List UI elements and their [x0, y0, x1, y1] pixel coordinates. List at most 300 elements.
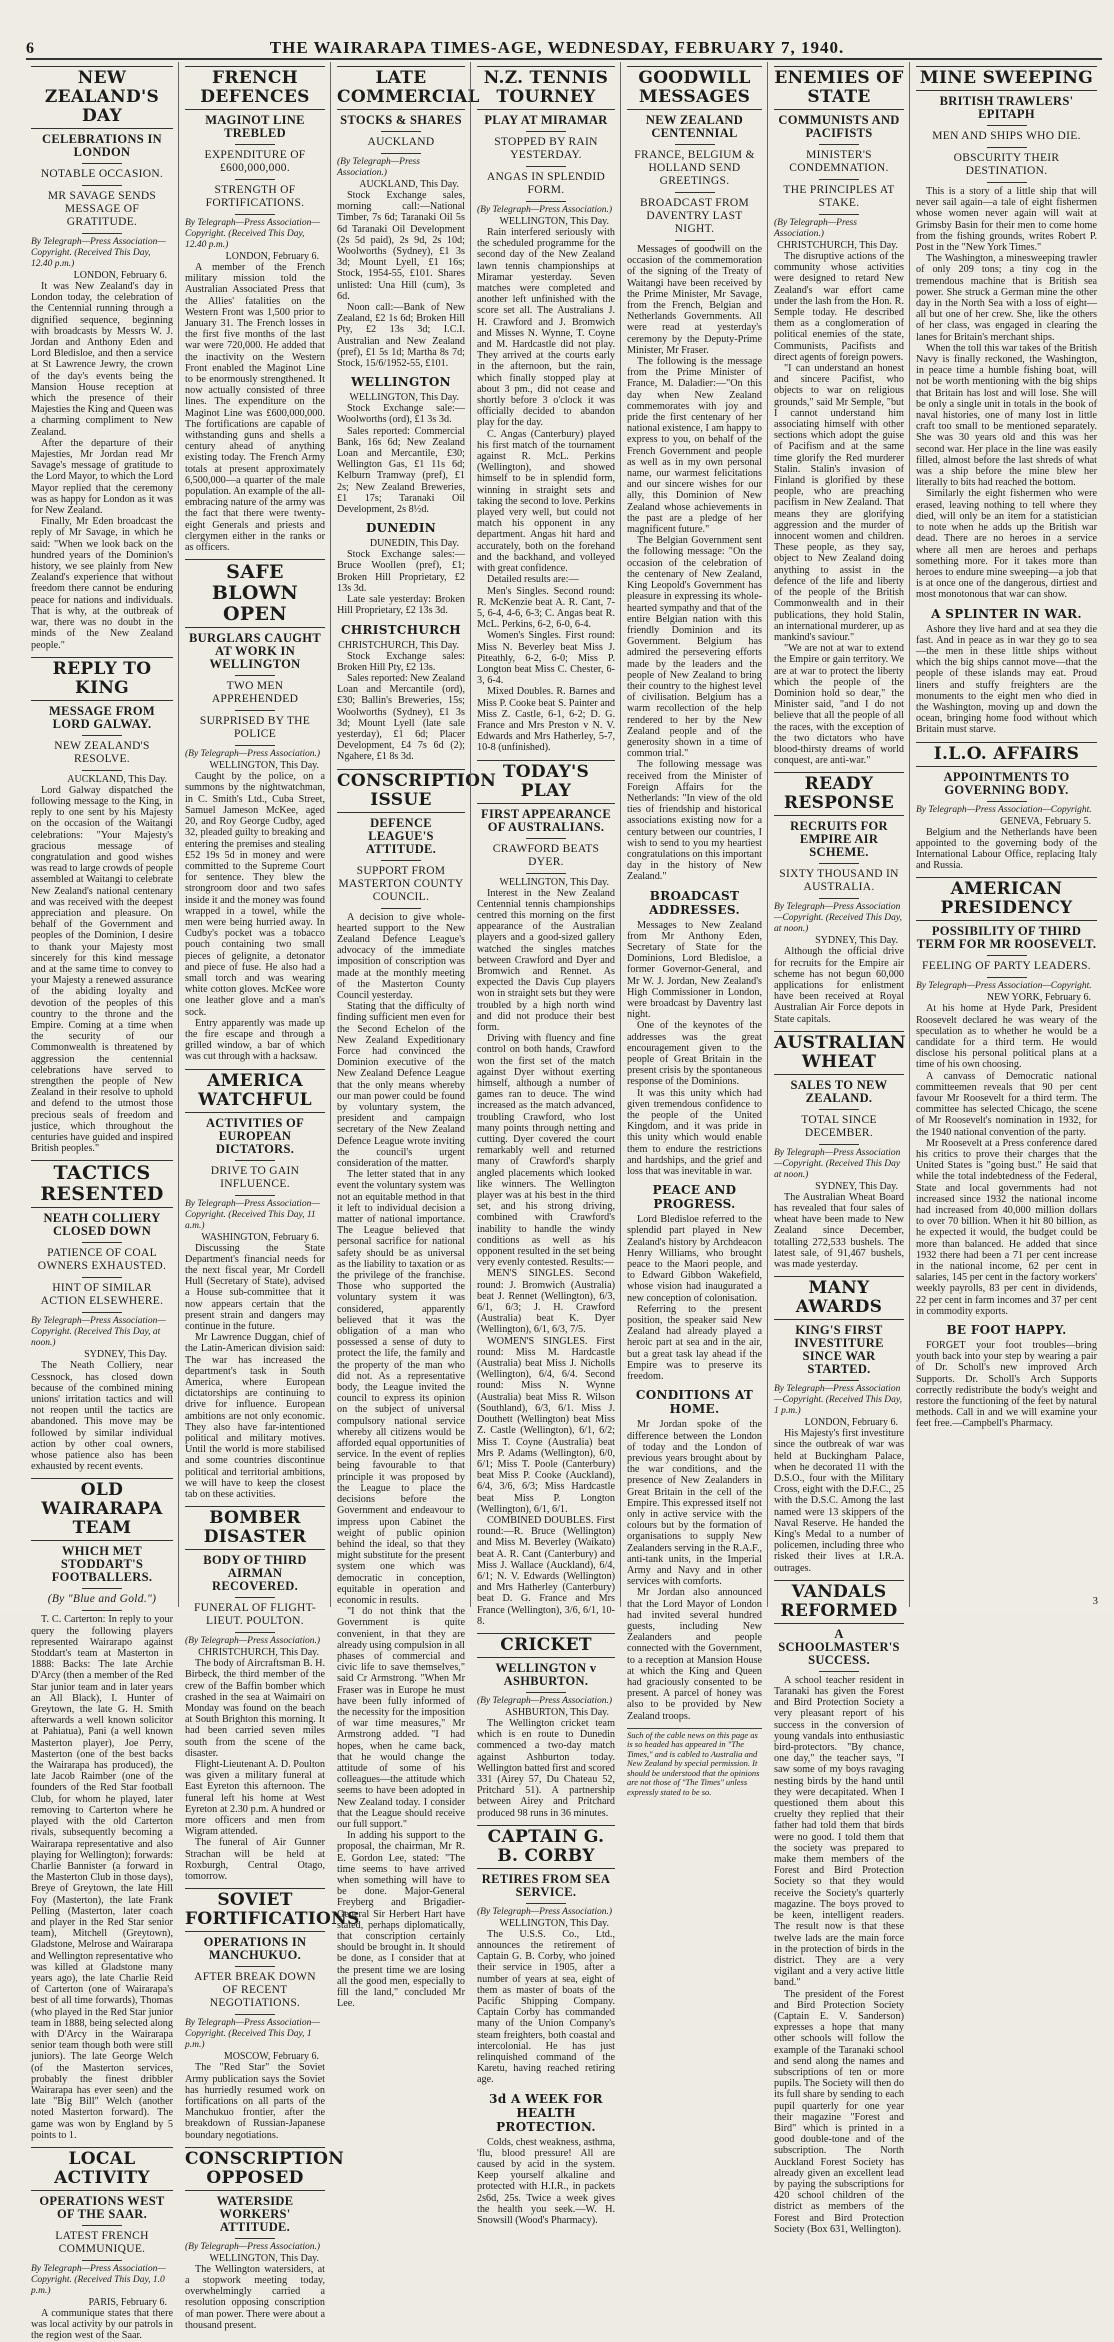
article — [31, 1478, 173, 2141]
separator — [819, 863, 859, 864]
article-body — [31, 281, 173, 651]
separator — [235, 1966, 275, 1967]
dateline: CHRISTCHURCH, This Day. — [338, 639, 459, 651]
article-body — [916, 827, 1097, 872]
subheading: SIXTY THOUSAND IN AUSTRALIA. — [779, 868, 899, 894]
byline: (By Telegraph—Press Association.) — [185, 749, 321, 760]
headline: TODAY'S PLAY — [477, 760, 615, 804]
paragraph: It was New Zealand's day in London today, the celebration of the Centennial running through a dignified sequence, beginning with broadcasts by Messrs W. J. Jordan and Anthony Eden and Lord Bledisloe, and then a service at St Lawrence Jewry, the crown of the day's events being the Mansion House reception at which the presence of their Majesties the King and Queen was a charming compliment to New Zealand. — [31, 281, 173, 438]
separator — [819, 1144, 859, 1145]
paragraph: This is a story of a little ship that will never sail again—a tale of eight fishermen whose women never again will wait at Grimsby Basin for their men to come home from the fishing grounds, writes Robert P. Post in the "New York Times." — [916, 186, 1097, 254]
article — [31, 657, 173, 1155]
dateline: SYDNEY, This Day. — [84, 1349, 167, 1361]
separator — [675, 192, 715, 193]
dateline: WELLINGTON, This Day. — [499, 1917, 609, 1929]
subheading: NOTABLE OCCASION. — [40, 168, 164, 180]
article — [477, 1825, 615, 2086]
subheading: MESSAGE FROM LORD GALWAY. — [48, 703, 156, 731]
article — [477, 760, 615, 1627]
article — [627, 889, 762, 1178]
separator — [819, 214, 859, 215]
subheading: THE PRINCIPLES AT STAKE. — [783, 184, 895, 209]
byline: (By Telegraph—Press Association.) — [774, 218, 857, 239]
subheading: ACTIVITIES OF EUROPEAN DICTATORS. — [205, 1115, 305, 1156]
separator — [819, 144, 859, 145]
article-body — [31, 785, 173, 1155]
article-body — [337, 912, 465, 2010]
separator — [526, 1692, 566, 1693]
paragraph: FORGET your foot troubles—bring youth back into your step by wearing a pair of Dr. Scholl's new improved Arch Supports. Dr. Scholl's Arch Supports correctly redistribute the body's weight and restore the functioning of the feet by natural methods. Call in and we will examine your feet free.—Campbell's Pharmacy. — [916, 1340, 1097, 1430]
article — [185, 1506, 325, 1882]
subheading: PATIENCE OF COAL OWNERS EXHAUSTED. — [37, 1247, 167, 1273]
article — [185, 1888, 360, 2141]
article — [774, 1580, 904, 2235]
article-body — [477, 2137, 615, 2227]
article — [916, 1323, 1097, 1430]
byline: (By Telegraph—Press Association.) — [337, 157, 420, 178]
separator — [235, 1597, 275, 1598]
byline: By Telegraph—Press Association—Copyright. (Received This Day, 1 p.m.) — [774, 1384, 902, 1417]
footer-number: 3 — [1092, 1595, 1098, 1607]
paragraph: Stock Exchange sales: Broken Hill Pty, £2 13s. — [337, 650, 465, 673]
paragraph: The U.S.S. Co., Ltd., announces the retirement of Captain G. B. Corby, who joined their service in 1905, after a number of years at sea, eight of them as master of boats of the Pacific Shipping Company. Captain Corby has commanded many of the Union Company's steam freighters, both coastal and intercolonial. He has just relinquished command of the Karetu, having reached retiring age. — [477, 1928, 615, 2086]
byline: By Telegraph—Press Association—Copyright. (Received This Day at noon.) — [774, 1147, 901, 1180]
byline: By Telegraph—Press Association—Copyright. (Received This Day, 1 p.m.) — [185, 2018, 320, 2051]
paragraph: A school teacher resident in Taranaki has given the Forest and Bird Protection Society a very pleasant report of his success in the conversion of young vandals into enthusiastic bird-protectors. "By chance, one day," the teacher says, "I saw some of my boys ravaging nesting birds by the hand until they were decapitated. When I questioned them about this cruelty they replied that their father had told them that birds were no good. I told them that the society was prepared to make them members of the Forest and Bird Protection Society so that they would receive the Society's quarterly magazine. The boys proved to be keen, intelligent readers. The result now is that these twelve lads are the main force in the protection of birds in the district. They are a very vigilant and a very active little band." — [774, 1674, 904, 1989]
paragraph: The body of Aircraftsman B. H. Birbeck, the third member of the crew of the Baffin bomber which crashed in the sea at Waimairi on Monday was found on the beach at South Brighton this morning. It had been carried seven miles south from the scene of the disaster. — [185, 1658, 325, 1759]
subheading: MAGINOT LINE TREBLED — [205, 113, 305, 140]
article — [337, 623, 465, 763]
headline: AUSTRALIAN WHEAT — [774, 1031, 904, 1075]
separator — [987, 801, 1027, 802]
dateline: WELLINGTON, This Day. — [349, 392, 459, 404]
article — [337, 521, 465, 616]
article-body — [185, 771, 325, 1062]
separator — [235, 710, 275, 711]
dateline: NEW YORK, February 6. — [986, 992, 1091, 1004]
headline: OLD WAIRARAPA TEAM — [31, 1478, 173, 1541]
paragraph: WOMEN'S SINGLES. First round: Miss M. Hardcastle (Australia) beat Miss J. Nicholls (Wellington), 6/4, 6/4. Second round: Miss N. Wynne (Australia) beat Miss R. Wilson (Southland), 6/3, 6/1. Miss J. Douthett (Wellington) beat Miss Z. Castle (Wellington), 6/1, 6/2; Miss T. Coyne (Australia) beat Mrs P. Adams (Wellington), 6/0, 6/1; Miss T. Poole (Canterbury) beat Miss P. Cooke (Auckland), 6/4, 3/6, 6/3; Miss Hardcastle beat Miss P. Longton (Wellington), 6/1, 6/1. — [477, 1335, 615, 1515]
separator — [82, 1610, 122, 1611]
paragraph: The disruptive actions of the community whose activities were designed to retard New Zealand's war effort came under the lash from the Hon. R. Semple today. He described them as a conglomeration of political enemies of the state, Communists, Pacifists and direct agents of foreign powers. — [774, 251, 904, 363]
paragraph: Stock Exchange sales:—Bruce Woollen (pref), £1; Broken Hill Proprietary, £2 13s 3d. — [337, 549, 465, 594]
headline: LATE COMMERCIAL — [337, 66, 465, 110]
article — [774, 1276, 904, 1574]
subheading: LATEST FRENCH COMMUNIQUE. — [55, 2229, 149, 2255]
separator — [82, 2225, 122, 2226]
article — [477, 1633, 615, 1819]
paragraph: Finally, Mr Eden broadcast the reply of Mr Savage, in which he said: "When we look back on the hundred years of the Dominion's history, we see plainly from New Zealand's experience that without freedom there cannot be enduring peace for nations and individuals. That is why, at the outbreak of war, there was no doubt in the minds of the New Zealand people." — [31, 516, 173, 651]
paragraph: Driving with fluency and fine control on both hands, Crawford won the first set of the match against Dyer without exerting himself, although a number of games ran to deuce. The wind increased as the match advanced, troubling Crawford, who lost many points through netting and cutting. Dyer covered the court remarkably well and returned many of Crawford's sharply angled placements which looked like winners. The Wellington player was at his best in the third set, and his strong driving, combined with Crawford's inability to handle the windy conditions as well as his opponent resulted in the set being very evenly contested. Results:— — [477, 1033, 615, 1269]
paragraph: Lord Galway dispatched the following message to the King, in reply to one sent by his Majesty on the occasion of the Waitangi celebrations: "Your Majesty's gracious message of congratulation and good wishes was read to large crowds of people assembled at Waitangi to celebrate New Zealand's national centenary and was received with the deepest appreciation and pleasure. On behalf of the Government and peoples of the Dominion, I desire to thank your Majesty most sincerely for this kind message and at the same time to convey to your Majesty a renewed assurance of the abiding loyalty and devotion of the peoples of this country to the throne and the Empire. Coming at a time when the security of our Commonwealth is threatened by aggression the centennial celebrations have served to strengthen the people of New Zealand in their resolve to uphold and defend to the utmost those precious seals of freedom and justice, which throughout the centuries have guided and inspired British peoples." — [31, 784, 173, 1155]
paragraph: Caught by the police, on a summons by the nightwatchman, in C. Smith's Ltd., Cuba Street, Samuel Jameson McKee, aged 20, and Roy George Cudby, aged 32, pleaded guilty to breaking and entering the premises and stealing £52 19s 5d in money and were committed to the Supreme Court for sentence. They blew the strongroom door and two safes inside it and the money was found wrapped in a towel, while the men were being hurried away. In Cudby's pocket was a tobacco pouch containing two small pieces of gelignite, a detonator and piece of fuse. He also had a small torch and was wearing white cotton gloves. McKee wore one leather glove and a man's sock. — [185, 771, 325, 1018]
article — [916, 877, 1097, 1317]
subheading: OBSCURITY THEIR DESTINATION. — [953, 152, 1060, 177]
paragraph: The Washington, a minesweeping trawler of only 209 tons; a tiny cog in the tremendous machine that is British sea power. She struck a German mine the other day in the North Sea with a loss of eight—all but one of her crew. She, like the others of her class, was engaged in clearing the lanes for Britain's merchant ships. — [916, 253, 1097, 343]
subheading: COMMUNISTS AND PACIFISTS — [778, 113, 900, 140]
dateline: WASHINGTON, February 6. — [201, 1231, 319, 1243]
headline: CAPTAIN G. B. CORBY — [477, 1825, 615, 1869]
paragraph: Messages of goodwill on the occasion of the commemoration of the signing of the Treaty of Waitangi have been received by the Prime Minister, Mr Savage, from the French, Belgian and Netherlands Governments. All were read at yesterday's ceremony by the Deputy-Prime Minister, Mr Fraser. — [627, 244, 762, 356]
article-body — [31, 2308, 173, 2342]
dateline: MOSCOW, February 6. — [223, 2051, 319, 2063]
article-body — [337, 403, 465, 515]
article — [185, 66, 325, 553]
dateline: WELLINGTON, This Day. — [209, 760, 319, 772]
paragraph: Stock Exchange sales, morning call:—National Timber, 7s 6d; Taranaki Oil 5s 6d Taranaki Oil Development (2s 5d paid), 2s 9d, 2s 10d; Woolworths (Sydney), £1 3s 3d; Mount Lyell, £1 16s; Stock, 1954-55, £101. Shares unlisted: Una Hill (cum), 3s 6d. — [337, 190, 465, 302]
article — [31, 66, 173, 651]
separator — [82, 233, 122, 234]
headline: READY RESPONSE — [774, 772, 904, 816]
separator — [526, 131, 566, 132]
article-body — [477, 888, 615, 1627]
article-body — [774, 1675, 904, 2235]
separator — [235, 179, 275, 180]
paragraph: The funeral of Air Gunner Strachan will be held at Roxburgh, Central Otago, tomorrow. — [185, 1837, 325, 1883]
article-body — [185, 2264, 325, 2331]
separator — [819, 1671, 859, 1672]
subheading: TWO MEN APPREHENDED — [211, 680, 299, 706]
article-body — [477, 1929, 615, 2086]
subheading: SUPPORT FROM MASTERTON COUNTY COUNCIL. — [338, 864, 464, 903]
subheading: POSSIBILITY OF THIRD TERM FOR MR ROOSEVELT. — [916, 924, 1097, 952]
subheading: NEATH COLLIERY CLOSED DOWN — [43, 1211, 161, 1239]
column-divider — [909, 62, 910, 1607]
headline: I.L.O. AFFAIRS — [916, 742, 1097, 767]
separator — [235, 2014, 275, 2015]
headline: MANY AWARDS — [774, 1276, 904, 1320]
article — [477, 66, 615, 754]
headline: REPLY TO KING — [31, 657, 173, 701]
headline: 3d A WEEK FOR HEALTH PROTECTION. — [489, 2091, 603, 2134]
paragraph: A communique states that there was local activity by our patrols in the region west of the Saar. — [31, 2307, 173, 2342]
subheading: NEW ZEALAND CENTENNIAL — [645, 113, 744, 140]
separator — [987, 955, 1027, 956]
subheading: AFTER BREAK DOWN OF RECENT NEGOTIATIONS. — [194, 1971, 316, 2010]
article — [477, 2092, 615, 2227]
subheading: KING'S FIRST INVESTITURE SINCE WAR STARTED. — [794, 1323, 884, 1377]
page-number: 6 — [26, 40, 34, 57]
paragraph: When the toll this war takes of the British Navy is finally reckoned, the Washington, in peace time a humble fishing boat, will not be worth mentioning with the big ships that Britain has lost and will lose. She will be only a single unit in totals in the book of naval histories, one of many lost in little craft too small to be mentioned separately. She was 30 years old and this was her second war. Her place in the line was easily filled, almost before the last shreds of what was a ship before the mine blew her literally to bits had reached the bottom. — [916, 342, 1097, 489]
subheading: MINISTER'S CONDEMNATION. — [789, 149, 889, 174]
column-divider — [620, 62, 621, 1607]
separator — [381, 153, 421, 154]
dateline: SYDNEY, This Day. — [815, 935, 898, 947]
dateline: ASHBURTON, This Day. — [505, 1706, 609, 1718]
byline: By Telegraph—Press Association—Copyright. (Received This Day, 12.40 p.m.) — [31, 237, 166, 269]
dateline: WELLINGTON, This Day. — [499, 216, 609, 227]
subheading: RETIRES FROM SEA SERVICE. — [481, 1871, 611, 1899]
separator — [82, 1588, 122, 1589]
article — [337, 375, 465, 515]
headline: WELLINGTON — [351, 375, 451, 390]
dateline: CHRISTCHURCH, This Day. — [777, 240, 898, 251]
subheading: WHICH MET STODDART'S FOOTBALLERS. — [51, 1544, 153, 1585]
separator — [235, 1632, 275, 1633]
paragraph: Referring to the present position, the speaker said New Zealand had already played a heroic part at sea and in the air, but a great task lay ahead if the Empire was to preserve its freedom. — [627, 1303, 762, 1383]
headline: PEACE AND PROGRESS. — [652, 1183, 737, 1212]
paragraph: The Australian Wheat Board has revealed that four sales of wheat have been made to New Zealand since December, totalling 272,533 bushels. The latest sale, of 91,467 bushels, was made yesterday. — [774, 1191, 904, 1270]
subheading: SURPRISED BY THE POLICE — [199, 715, 311, 741]
headline: A SPLINTER IN WAR. — [931, 606, 1082, 621]
article-body — [774, 1428, 904, 1574]
paragraph: Mr Roosevelt at a Press conference dared his critics to prove their charges that the United States is "going bust." He said that while the total indebtedness of the Federal, State and local governments had not increased since 1932 the national income had increased from 40,000 million dollars to over 70 billion. When it hit 80 billion, as he expected it would, the budget could be more than balanced. He added that since 1932 there had been a 71 per cent increase in the national income, 62 per cent in salaries, 145 per cent in the factory workers' weekly payrolls, 83 per cent in dividends, 22 per cent in farm incomes and 37 per cent in commodity exports. — [916, 1137, 1097, 1317]
headline: CONSCRIPTION ISSUE — [337, 769, 465, 813]
subheading: STOPPED BY RAIN YESTERDAY. — [494, 136, 598, 161]
separator — [819, 898, 859, 899]
paragraph: It was this unity which had given tremendous confidence to the people of the United Kingdom, and it was pride in this unity which would enable them to endure the restrictions and hardships, and the grief and loss that was inevitable in war. — [627, 1087, 762, 1178]
paragraph: Noon call:—Bank of New Zealand, £2 1s 6d; Broken Hill Pty, £2 13s 3d; I.C.I. Australian and New Zealand (pref), £1 5s 1d; Martha 8s 7d; Stock, 15/6/1952-55, £101. — [337, 302, 465, 370]
headline: CRICKET — [477, 1633, 615, 1658]
article — [627, 66, 762, 883]
byline: By Telegraph—Press Association—Copyright. — [916, 981, 1092, 992]
dateline: AUCKLAND, This Day. — [359, 179, 459, 190]
headline: CONDITIONS AT HOME. — [635, 1388, 754, 1417]
subheading: FIRST APPEARANCE OF AUSTRALIANS. — [481, 806, 611, 834]
dateline: LONDON, February 6. — [804, 1417, 898, 1429]
article-body — [477, 1718, 615, 1819]
subheading: MEN AND SHIPS WHO DIE. — [932, 130, 1081, 142]
paragraph: The Neath Colliery, near Cessnock, has closed down because of the combined mining unions' irritation tactics and will not reopen until the tactics are abandoned. This move may be followed by similar individual action by other coal owners, whose patience also has been exhausted by recent events. — [31, 1360, 173, 1473]
headline: CHRISTCHURCH — [341, 622, 461, 637]
article — [916, 66, 1097, 601]
headline: AMERICAN PRESIDENCY — [916, 877, 1097, 921]
separator — [987, 182, 1027, 183]
article-body — [774, 946, 904, 1024]
subheading: HINT OF SIMILAR ACTION ELSEWHERE. — [40, 1282, 164, 1308]
article — [774, 1031, 904, 1270]
paragraph: T. C. Carterton: In reply to your query the following players represented Wairarapo against Stoddart's team at Masterton in 1888: Backs: The late Archie D'Arcy (then a member of the Red Star junior team and in later years an All Black), I. Hunter of Greytown, the late G. H. Smith afterwards a well known solicitor at Pahiatua), Pani (a well known Masterton player), Joe Perry, Masterton (one of the best backs the Wairarapa has produced), the late Jacob Raimber (one of the founders of the Red Star football Club, for whom he played, later removing to Carterton where he played with the old Carterton rivals, subsequently becoming a Wairarapa representative and also playing for Wellington); forwards: Charlie Bannister (a forward in the Masterton Club in those days), Breye of Greytown, the late Hill Foy (Masterton), the late Frank Pelling (Masterton, later coach and player in the Red Star senior team), Mitchell (Greytown), Gladstone, Melrose and Wairarapa and Wellington representative who was killed at Gladstone many years ago), the late Charlie Reid of Carterton (one of Wairarapa's best of all time forwards), Thomas (who played in the Red Star junior team in 1888, being selected along with D'Arcy in the Wairarapa senior team though both were still juniors). The late George Welch (of the Masterton services, probably the finest dribbler Wairarapa has ever seen) and the late "Big Bill" Welch (another noted Masterton forward). The game was won by England by 5 points to 1. — [31, 1614, 173, 2141]
article-body — [337, 549, 465, 616]
dateline: GENEVA, February 5. — [1000, 815, 1091, 827]
subheading: ANGAS IN SPLENDID FORM. — [486, 171, 606, 196]
paragraph: Flight-Lieutenant A. D. Poulton was given a military funeral at East Eyreton this afternoon. The funeral left his home at West Eyreton at 2.30 p.m. A hundred or more officers and men from Wigram attended. — [185, 1759, 325, 1838]
subheading: EXPENDITURE OF £600,000,000. — [204, 149, 306, 174]
column-7 — [911, 62, 1102, 1607]
article — [185, 1069, 325, 1501]
subheading: FUNERAL OF FLIGHT-LIEUT. POULTON. — [193, 1602, 317, 1628]
article-body — [774, 251, 904, 766]
subheading: BODY OF THIRD AIRMAN RECOVERED. — [203, 1553, 307, 1594]
byline: By Telegraph—Press Association—Copyright. — [916, 804, 1092, 815]
paragraph: A member of the French military mission told the Australian Associated Press that the Allies' fatalities on the Western Front was 1,500 prior to January 31. The French losses in the first five months of the last war were 720,000. He added that the inactivity on the Western Front enabled the Maginot Line to be enormously strengthened. It now actually consisted of three lines. The expenditure on the Maginot Line was £600,000,000. The fortifications are capable of withstanding guns and shells a century ahead of anything existing today. The French Army totals at present approximately 6,500,000—a quarter of the male population. An example of the all-embracing nature of the army was the fact that there were twenty-eight Generals and priests and clergymen either in the ranks or as officers. — [185, 262, 325, 554]
article-body — [31, 1614, 173, 2141]
subheading: RECRUITS FOR EMPIRE AIR SCHEME. — [790, 819, 888, 860]
dateline: WELLINGTON, This Day. — [499, 876, 609, 888]
dateline: CHRISTCHURCH, This Day. — [198, 1647, 319, 1659]
separator — [675, 240, 715, 241]
subheading: DEFENCE LEAGUE'S ATTITUDE. — [365, 815, 437, 856]
article-body — [774, 1192, 904, 1270]
subheading: BROADCAST FROM DAVENTRY LAST NIGHT. — [639, 197, 750, 235]
paragraph: Stock Exchange sale:—Woolworths (ord), £1 3s 3d. — [337, 403, 465, 426]
masthead-title: THE WAIRARAPA TIMES-AGE, WEDNESDAY, FEBRUARY 7, 1940. — [269, 38, 845, 57]
article-body — [916, 624, 1097, 736]
paragraph: "I do not think that the Government is quite convenient, in that they are already using compulsion in all phases of commercial and civic life to save themselves," said Cr Armstrong. "When Mr Fraser was in Europe he must have been fully informed of the necessity for the imposition of war time measures," Mr Armstrong added. "I had hopes, when he came back, that he would change the attitude of some of his colleagues—the attitude which seems to have been adopted in New Zealand today. I consider that the League should receive our full support." — [337, 1606, 465, 1830]
article-body — [916, 1003, 1097, 1317]
paragraph: Mr Jordan spoke of the difference between the London of today and the London of previous years brought about by the war conditions, and the presence of New Zealanders in Great Britain in the cell of the Empire. This expressed itself not only in active service with the colours but by the formation of organisations to supply New Zealanders serving in the R.A.F., anti-tank units, in the Imperial Army and Navy and in other services with comforts. — [627, 1419, 762, 1588]
column-1 — [26, 62, 178, 2342]
paragraph: A canvass of Democratic national committeemen reveals that 90 per cent favour Mr Roosevelt for a third term. The committee has selected Chicago, the scene of Mr Roosevelt's nomination in 1932, for the 1940 national convention of the party. — [916, 1070, 1097, 1138]
separator — [82, 2260, 122, 2261]
separator — [82, 163, 122, 164]
article — [916, 742, 1097, 872]
separator — [235, 675, 275, 676]
separator — [526, 166, 566, 167]
times-notice: Such of the cable news on this page as is so headed has appeared in "The Times," and is cabled to Australia and New Zealand by special permission. It should be understood that the opinions are not those of "The Times" unless expressly stated to be so. — [627, 1728, 762, 1798]
headline: AMERICA WATCHFUL — [185, 1069, 325, 1113]
paragraph: The letter stated that in any event the voluntary system was not an equitable method in that it left to individual decision a matter of national importance. The League believed that personal sacrifice for national safety should be as universal as the liability to taxation or as the privilege of the franchise. Those who supported the voluntary system it was considered, apparently believed that it was the obligation of a man who possessed a sense of duty to protect the life, the family and the property of the man who did not. As a representative body, the League invited the council to express its opinion on the subject of universal compulsory national service whereby all citizens would be afforded equal opportunities of service. In the event of replies being favourable to that principle it was proposed by the League to place the decisions before the Government and endeavour to impress upon Cabinet the weight of public opinion behind the ideal, so that they might substitute for the present system one which was democratic in conception, equitable in operation and economic in results. — [337, 1169, 465, 1606]
article — [916, 607, 1097, 736]
article-body — [627, 920, 762, 1178]
paragraph: Colds, chest weakness, asthma, 'flu, blood pressure! All are caused by acid in the system. Keep yourself alkaline and protected with H.I.R., in packets 2s6d, 25s. Twice a week gives the health you seek.—W. H. Snowsill (Wood's Pharmacy). — [477, 2136, 615, 2227]
article — [627, 1183, 762, 1382]
paragraph: Entry apparently was made up the fire escape and through a grilled window, a bar of which was cut through with a hacksaw. — [185, 1017, 325, 1063]
subheading: STOCKS & SHARES — [340, 113, 462, 127]
subheading: TOTAL SINCE DECEMBER. — [801, 1113, 877, 1139]
paragraph: Similarly the eight fishermen who were erased, leaving nothing to tell where they died, will only be an item for a statistician to note when he adds up the British war dead. There are no heroes in a service where all men are heroes and perhaps something more. For it takes more than heroes to endure mine sweeping—a job that is at once one of the dangerous, dirtiest and most monotonous that war can show. — [916, 488, 1097, 601]
separator — [987, 147, 1027, 148]
byline: By Telegraph—Press Association—Copyright. (Received This Day, 11 a.m.) — [185, 1198, 320, 1231]
headline: NEW ZEALAND'S DAY — [31, 66, 173, 129]
subheading: OPERATIONS IN MANCHUKUO. — [203, 1935, 307, 1963]
separator — [82, 185, 122, 186]
separator — [526, 873, 566, 874]
column-divider — [470, 62, 471, 1607]
separator — [526, 838, 566, 839]
separator — [82, 1312, 122, 1313]
headline: CONSCRIPTION OPPOSED — [185, 2147, 325, 2191]
paragraph: MEN'S SINGLES. Second round: J. Bromwich (Australia) beat J. Rennet (Wellington), 6/3, 6/1, 6/3; J. H. Crawford (Australia) beat K. Dyer (Wellington), 6/1, 6/3, 7/5. — [477, 1268, 615, 1336]
article-body — [627, 1419, 762, 1721]
article — [774, 772, 904, 1024]
separator — [819, 1380, 859, 1381]
paragraph: His Majesty's first investiture since the outbreak of war was held at Buckingham Palace, when he decorated 11 with the D.S.O., four with the Military Cross, eight with the D.F.C., 25 with the D.S.C. Among the last named were 13 skippers of the Naval Reserve. He handed the King's Medal to a number of policemen, including three who risked their lives at I.R.A. outrages. — [774, 1428, 904, 1574]
subheading: SALES TO NEW ZEALAND. — [790, 1077, 888, 1105]
paragraph: C. Angas (Canterbury) played his first match of the tournament against R. McL. Perkins (Wellington), and showed himself to be in splendid form, winning in straight sets and taking the second to love. Perkins played very well, but could not match his opponent in any department. Angas hit hard and accurately, both on the forehand and the backhand, and volleyed with great confidence. — [477, 428, 615, 575]
article — [337, 769, 497, 2010]
headline: N.Z. TENNIS TOURNEY — [477, 66, 615, 110]
column-divider — [767, 62, 768, 1607]
paragraph: Ashore they live hard and at sea they die fast. And in peace as in war they go to sea—the men in these little ships without which the big ships cannot move—that the people of these islands may eat. Proud liners and stuffy freighters are the monuments to the eight men who died in the Washington, moving up and down the ocean, bringing home food without which Britain must starve. — [916, 623, 1097, 736]
dateline: DUNEDIN, This Day. — [369, 538, 459, 550]
byline: By Telegraph—Press Association—Copyright. (Received This Day, 1.0 p.m.) — [31, 2263, 166, 2296]
separator — [235, 144, 275, 145]
paragraph: Although the official drive for recruits for the Empire air scheme has not begun 60,000 applications for enlistment have been received at Royal Australian Air Force depots in State capitals. — [774, 946, 904, 1025]
subheading: (By "Blue and Gold.") — [47, 1593, 157, 1606]
separator — [526, 201, 566, 202]
headline: VANDALS REFORMED — [774, 1580, 904, 1624]
headline: BROADCAST ADDRESSES. — [649, 888, 740, 917]
column-5 — [622, 62, 767, 1797]
column-2 — [180, 62, 360, 2331]
paragraph: Women's Singles. First round: Miss N. Beverley beat Miss J. Piteathly, 6-2, 6-0; Miss P. Longton beat Miss C. Chester, 6-3, 6-4. — [477, 630, 615, 687]
separator — [235, 745, 275, 746]
separator — [235, 214, 275, 215]
subheading: WATERSIDE WORKERS' ATTITUDE. — [216, 2193, 294, 2234]
column-3 — [332, 62, 497, 2010]
subheading: CELEBRATIONS IN LONDON — [42, 132, 162, 159]
headline: BOMBER DISASTER — [185, 1506, 325, 1550]
paragraph: Men's Singles. Second round: R. McKenzie beat A. R. Cant, 7-5, 6-4, 4-6, 6-3; C. Angas beat R. McL. Perkins, 6-2, 6-0, 6-4. — [477, 585, 615, 631]
subheading: WELLINGTON v ASHBURTON. — [495, 1660, 597, 1688]
article-body — [337, 190, 465, 369]
paragraph: Lord Bledisloe referred to the splendid part played in New Zealand's history by Archdeacon Henry Williams, who brought peace to the Maori people, and to Edward Gibbon Wakefield, whose vision had inaugurated a new conception of colonisation. — [627, 1214, 762, 1304]
subheading: OPERATIONS WEST OF THE SAAR. — [39, 2193, 165, 2221]
paragraph: Sales reported: New Zealand Loan and Mercantile (ord), £30; Ballin's Breweries, 15s; Woolworths (Sydney), £1 3s 3d; Mount Lyell (late sale yesterday), £1 6d; Placer Development, £4 7s 6d (2); Ngahere, £1 8s 3d. — [337, 672, 465, 763]
separator — [82, 735, 122, 736]
article-body — [627, 244, 762, 883]
dateline: PARIS, February 6. — [88, 2296, 167, 2308]
separator — [381, 131, 421, 132]
dateline: SYDNEY, This Day. — [815, 1180, 898, 1192]
dateline: LONDON, February 6. — [73, 270, 167, 281]
headline: TACTICS RESENTED — [31, 1160, 173, 1208]
headline: SOVIET FORTIFICATIONS — [185, 1888, 325, 1932]
subheading: A SCHOOLMASTER'S SUCCESS. — [778, 1626, 900, 1667]
article — [185, 2147, 345, 2331]
article-body — [31, 1360, 173, 1472]
paragraph: Interest in the New Zealand Centennial tennis championships centred this morning on the first appearance of the Australian players and a good-sized gallery watched the singles matches between Crawford and Dyer and Bromwich and Rennet. As expected the Davis Cup players won in straight sets but they were troubled by a high north wind and did not produce their best form. — [477, 887, 615, 1033]
separator — [381, 908, 421, 909]
subheading: PLAY AT MIRAMAR — [484, 113, 608, 127]
article — [774, 66, 904, 766]
paragraph: One of the keynotes of the addresses was the great encouragement given to the people of Great Britain in the present crisis by the spontaneous response of the Dominions. — [627, 1020, 762, 1088]
column-divider — [178, 62, 179, 1607]
paragraph: Messages to New Zealand from Mr Anthony Eden, Secretary of State for the Dominions, Lord Bledisloe, a former Governor-General, and Mr W. J. Jordan, New Zealand's High Commissioner in London, were broadcast by Daventry last night. — [627, 919, 762, 1021]
subheading: MR SAVAGE SENDS MESSAGE OF GRATITUDE. — [47, 190, 157, 228]
byline: (By Telegraph—Press Association.) — [185, 1636, 321, 1647]
paragraph: In adding his support to the proposal, the chairman, Mr R. E. Gordon Lee, stated: "The time seems to have arrived when something will have to be done. Major-General Freyberg and Brigadier-General Sir Herbert Hart have stated, perhaps diplomatically, that conscription certainly should be brought in. It should be done, as I consider that at the present time we are losing all the good men, especially to fill the land," concluded Mr Lee. — [337, 1830, 465, 2010]
paragraph: The "Red Star" the Soviet Army publication says the Soviet has hurriedly resumed work on fortifications on all parts of the Manchukuo frontier, after the breakdown of Russian-Japanese boundary negotiations. — [185, 2062, 325, 2141]
article-body — [916, 186, 1097, 601]
byline: By Telegraph—Press Association—Copyright. (Received This Day, 12.40 p.m.) — [185, 218, 320, 250]
paragraph: Late sale yesterday: Broken Hill Proprietary, £2 13s 3d. — [337, 594, 465, 617]
article-body — [916, 1340, 1097, 1430]
dateline: AUCKLAND, This Day. — [67, 773, 167, 785]
paragraph: At his home at Hyde Park, President Roosevelt declared he was weary of the speculation as to whether he would be a candidate for a third term. He would disclose his personal political plans at a time of his own choosing. — [916, 1003, 1097, 1071]
headline: MINE SWEEPING — [916, 66, 1097, 91]
paragraph: "We are not at war to extend the Empire or gain territory. We are at war to protect the liberty which the people of the Dominion hold so dear," the Minister said, "and I do not believe that all the people of all the races, with the exception of the two dictators who have blood-thirsty dreams of world conquest, are anti-war." — [774, 643, 904, 767]
subheading: APPOINTMENTS TO GOVERNING BODY. — [943, 769, 1070, 797]
masthead — [0, 0, 1114, 57]
headline: DUNEDIN — [365, 521, 437, 536]
paragraph: The Belgian Government sent the following message: "On the occasion of the celebration of the centenary of New Zealand, King Leopold's Government has pleasure in expressing its whole-hearted sympathy and that of the entire Belgian nation with this friendly Dominion and its Government. Belgium has admired the persevering efforts made by the leaders and the people of New Zealand to bring their country to the highest level of civilisation. Belgium has a warm recollection of the help rendered to her by the New Zealand people and of the generosity shown in a time of common trial." — [627, 535, 762, 760]
article-body — [477, 227, 615, 754]
paragraph: The following is the message from the Prime Minister of France, M. Daladier:—"On this day when New Zealand commemorates with joy and pride the first centenary of her national existence, I am happy to express to you, on behalf of the French Government and people as well as in my own personal name, our warmest felicitations and our sincere wishes for our ally, this Dominion of New Zealand whose achievements in the past are a pledge of her magnificent future." — [627, 356, 762, 536]
subheading: CRAWFORD BEATS DYER. — [492, 842, 600, 868]
article — [337, 66, 480, 370]
article-body — [627, 1214, 762, 1382]
paragraph: Belgium and the Netherlands have been appointed to the governing body of the International Labour Office, replacing Italy and Russia. — [916, 826, 1097, 872]
subheading: FRANCE, BELGIUM & HOLLAND SEND GREETINGS. — [634, 149, 755, 187]
headline: FRENCH DEFENCES — [185, 66, 325, 110]
paragraph: "I can understand an honest and sincere Pacifist, who objects to war on religious grounds," said Mr Semple, "but I cannot understand him associating himself with other sections which adopt the guise of Pacifism and at the same time glorify the Red murderer Stalin. Stalin's invasion of Finland is glorified by these people, who are preaching pacifism in New Zealand. That means they are glorifying aggression and the murder of innocent women and children. These people, as they say, object to New Zealand doing anything to assist in the defence of the life and liberty of the people of the British Commonwealth and in their publications, they hold Stalin, an international murderer, up as mankind's saviour." — [774, 363, 904, 643]
headline: BE FOOT HAPPY. — [946, 1323, 1067, 1338]
paragraph: Mr Jordan also announced that the Lord Mayor of London had invited several hundred guests, including New Zealanders and people connected with the Government, to a reception at Mansion House at which the King and Queen had graciously consented to be present. A parcel of honey was also to be provided by New Zealand troops. — [627, 1587, 762, 1722]
paragraph: COMBINED DOUBLES. First round:—R. Bruce (Wellington) and Miss M. Beverley (Waikato) beat A. R. Cant (Canterbury) and Miss J. Wallace (Auckland), 6/4, 6/1; N. V. Edwards (Wellington) and Mrs Hatherley (Canterbury) beat D. G. France and Mrs France (Wellington), 3/6, 6/1, 10-8. — [477, 1514, 615, 1627]
separator — [675, 144, 715, 145]
byline: By Telegraph—Press Association—Copyright. (Received This Day, at noon.) — [774, 902, 902, 935]
masthead-rule — [26, 58, 1102, 60]
separator — [235, 1195, 275, 1196]
paragraph: Stating that the difficulty of finding sufficient men even for the Second Echelon of the New Zealand Expeditionary Force had convinced the Dominion executive of the New Zealand Defence League that the only means whereby our man power could be found by voluntary system, the president and campaign secretary of the New Zealand Defence League wrote inviting the council's urgent consideration of the matter. — [337, 1001, 465, 1169]
subheading: DRIVE TO GAIN INFLUENCE. — [210, 1164, 300, 1190]
headline: SAFE BLOWN OPEN — [185, 559, 325, 628]
subheading: FEELING OF PARTY LEADERS. — [922, 960, 1091, 973]
separator — [235, 1160, 275, 1161]
column-divider — [330, 62, 331, 1607]
